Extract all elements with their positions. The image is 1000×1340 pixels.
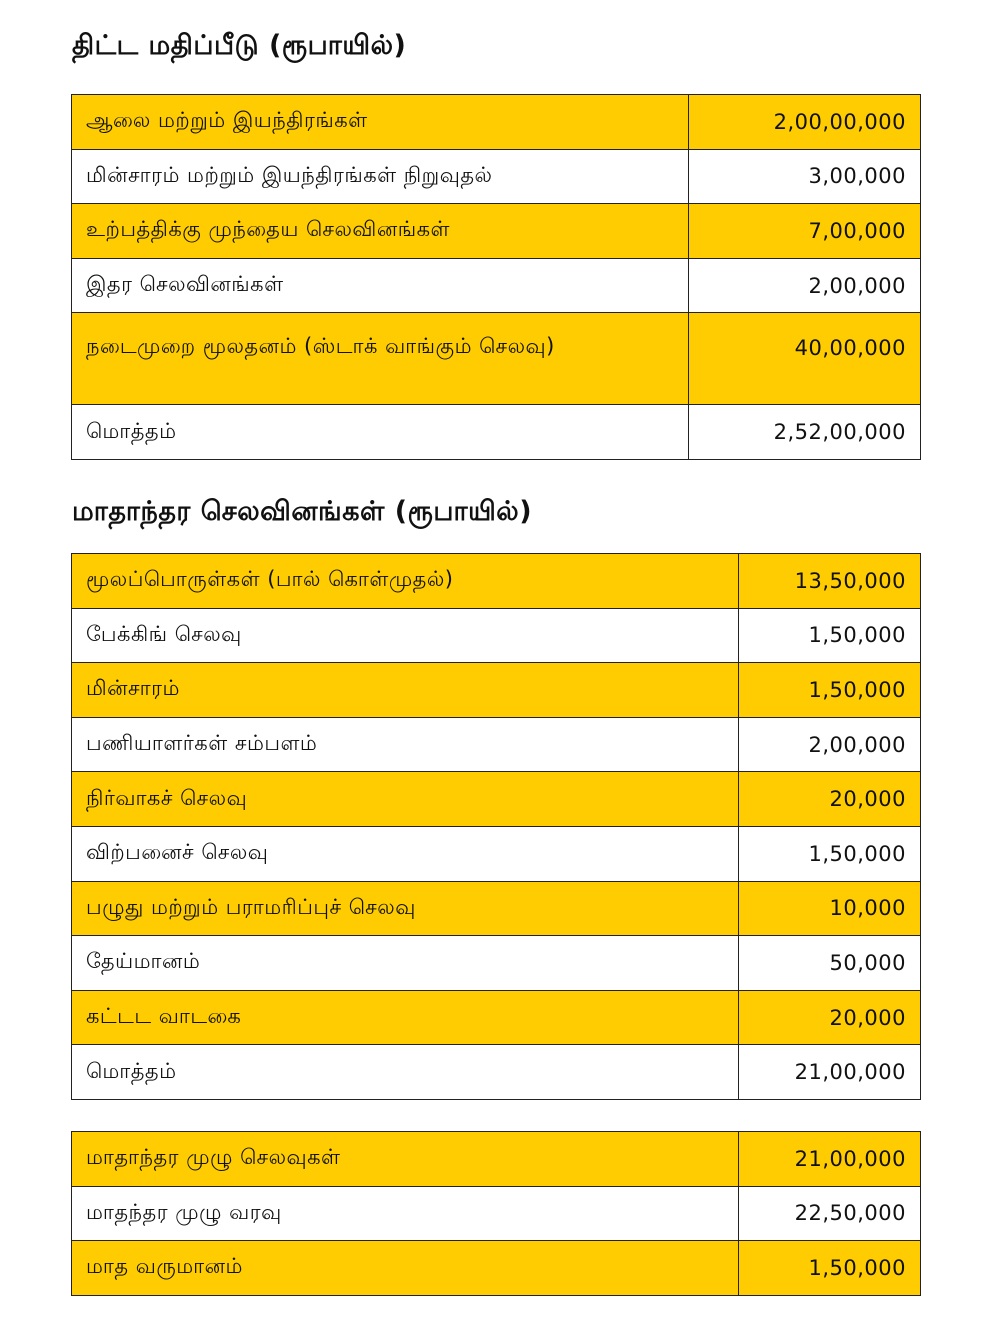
row-label: மொத்தம் — [72, 1045, 739, 1100]
table-row — [72, 1186, 921, 1241]
row-label: மின்சாரம் — [72, 663, 739, 718]
row-label: மொத்தம் — [72, 405, 689, 460]
table-row — [72, 608, 921, 663]
row-label: நிர்வாகச் செலவு — [72, 772, 739, 827]
row-label: பழுது மற்றும் பராமரிப்புச் செலவு — [72, 881, 739, 936]
table-row — [72, 95, 921, 150]
row-amount: 40,00,000 — [689, 313, 921, 405]
project-estimate-table — [71, 94, 921, 460]
row-label: தேய்மானம் — [72, 936, 739, 991]
row-amount: 22,50,000 — [739, 1186, 921, 1241]
table-row — [72, 149, 921, 204]
row-amount: 1,50,000 — [739, 663, 921, 718]
table-row — [72, 990, 921, 1045]
table-row — [72, 204, 921, 259]
row-amount: 20,000 — [739, 772, 921, 827]
table-row — [72, 1241, 921, 1296]
table-row — [72, 258, 921, 313]
table-row — [72, 554, 921, 609]
row-amount: 7,00,000 — [689, 204, 921, 259]
table-row — [72, 772, 921, 827]
row-label: நடைமுறை மூலதனம் (ஸ்டாக் வாங்கும் செலவு) — [72, 313, 689, 405]
row-amount: 1,50,000 — [739, 826, 921, 881]
table-row-total — [72, 1045, 921, 1100]
row-label: மாத வருமானம் — [72, 1241, 739, 1296]
row-label: விற்பனைச் செலவு — [72, 826, 739, 881]
monthly-summary-table — [71, 1131, 921, 1296]
table-row — [72, 717, 921, 772]
row-label: மூலப்பொருள்கள் (பால் கொள்முதல்) — [72, 554, 739, 609]
row-amount: 21,00,000 — [739, 1045, 921, 1100]
row-amount: 2,00,000 — [689, 258, 921, 313]
row-label: இதர செலவினங்கள் — [72, 258, 689, 313]
row-amount: 3,00,000 — [689, 149, 921, 204]
row-amount: 50,000 — [739, 936, 921, 991]
row-amount: 2,52,00,000 — [689, 405, 921, 460]
row-amount: 21,00,000 — [739, 1132, 921, 1187]
table-row — [72, 826, 921, 881]
row-amount: 13,50,000 — [739, 554, 921, 609]
row-label: பணியாளர்கள் சம்பளம் — [72, 717, 739, 772]
table-row-total — [72, 405, 921, 460]
table-row — [72, 936, 921, 991]
row-label: மின்சாரம் மற்றும் இயந்திரங்கள் நிறுவுதல் — [72, 149, 689, 204]
table-row — [72, 663, 921, 718]
row-label: மாதந்தர முழு வரவு — [72, 1186, 739, 1241]
row-label: ஆலை மற்றும் இயந்திரங்கள் — [72, 95, 689, 150]
row-label: கட்டட வாடகை — [72, 990, 739, 1045]
row-amount: 1,50,000 — [739, 608, 921, 663]
row-amount: 20,000 — [739, 990, 921, 1045]
table-row — [72, 313, 921, 405]
project-estimate-title: திட்ட மதிப்பீடு (ரூபாயில்) — [72, 30, 407, 61]
row-amount: 10,000 — [739, 881, 921, 936]
table-row — [72, 1132, 921, 1187]
row-label: பேக்கிங் செலவு — [72, 608, 739, 663]
monthly-expenses-table — [71, 553, 921, 1100]
monthly-expenses-title: மாதாந்தர செலவினங்கள் (ரூபாயில்) — [72, 496, 533, 527]
row-amount: 1,50,000 — [739, 1241, 921, 1296]
row-label: உற்பத்திக்கு முந்தைய செலவினங்கள் — [72, 204, 689, 259]
row-amount: 2,00,00,000 — [689, 95, 921, 150]
row-label: மாதாந்தர முழு செலவுகள் — [72, 1132, 739, 1187]
row-amount: 2,00,000 — [739, 717, 921, 772]
table-row — [72, 881, 921, 936]
